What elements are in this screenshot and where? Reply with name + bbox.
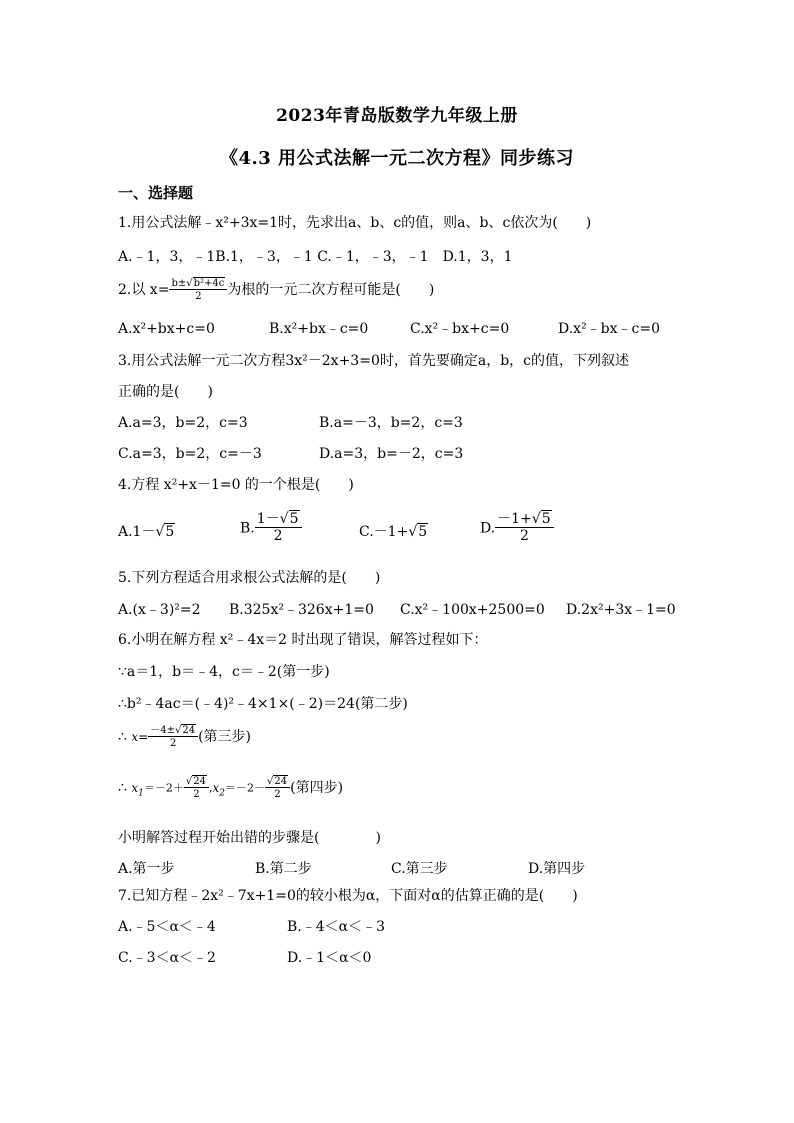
- q6-step4-radicand1: 24: [193, 776, 206, 787]
- question-3-stem-line1: 3.用公式法解一元二次方程3x²－2x+3=0时，首先要确定a，b，c的值，下列叙述: [118, 353, 629, 369]
- q3-option-b: B.a=－3，b=2，c=3: [319, 415, 463, 431]
- comma: ,: [209, 781, 213, 795]
- q6-option-c: C.第三步: [391, 861, 448, 877]
- q4-b-radicand: 5: [289, 511, 299, 527]
- sqrt-symbol: √5: [279, 511, 299, 527]
- q2-option-b: B.x²+bx﹣c=0: [269, 321, 369, 337]
- q5-option-a: A.(x﹣3)²=2: [118, 602, 201, 618]
- q4-b-label: B.: [240, 520, 255, 537]
- q7-option-a: A.﹣5＜α＜﹣4: [118, 919, 216, 935]
- q2-option-c: C.x²﹣bx+c=0: [410, 321, 510, 337]
- q6-step3-var: x: [131, 730, 139, 744]
- q4-d-radicand: 5: [541, 511, 551, 527]
- q2-suffix: 为根的一元二次方程可能是( ): [227, 282, 435, 298]
- sqrt-symbol: √24: [174, 725, 196, 736]
- q3-option-a: A.a=3，b=2，c=3: [118, 415, 248, 431]
- q6-step4-label: (第四步): [290, 780, 344, 796]
- q4-option-c: [359, 525, 428, 539]
- q7-option-b: B.﹣4＜α＜﹣3: [287, 919, 386, 935]
- equals-sign: =: [138, 730, 149, 744]
- question-6-stem: 6.小明在解方程 x²﹣4x＝2 时出现了错误，解答过程如下：: [118, 632, 488, 648]
- q4-d-fraction: [495, 512, 553, 545]
- q2-option-a: A.x²+bx+c=0: [118, 321, 215, 337]
- q6-x1-var: x: [131, 781, 139, 795]
- q2-radicand: b²+4c: [193, 278, 225, 289]
- sqrt-symbol: √24: [185, 776, 206, 787]
- document-subtitle: 《4.3 用公式法解一元二次方程》同步练习: [219, 148, 575, 169]
- q2-den: 2: [195, 291, 202, 302]
- question-5-stem: 5.下列方程适合用求根公式法解的是( ): [118, 570, 381, 586]
- q6-question: 小明解答过程开始出错的步骤是( ): [118, 830, 381, 846]
- q6-x1: [131, 781, 144, 799]
- q4-a-radicand: 5: [165, 524, 175, 540]
- q6-step4-den2: 2: [274, 789, 281, 800]
- question-3-stem-line2: 正确的是( ): [118, 384, 213, 400]
- q4-a-label: A.1－: [118, 524, 156, 540]
- q6-step3-radicand: 24: [182, 725, 196, 736]
- q7-option-c: C.﹣3＜α＜﹣2: [118, 950, 216, 966]
- q4-d-num: －1+: [497, 511, 532, 527]
- question-2-stem: [118, 278, 434, 302]
- therefore-symbol: ∴: [118, 780, 127, 796]
- q4-d-den: 2: [519, 528, 529, 545]
- q2-formula: [169, 278, 227, 302]
- q6-step3-den: 2: [169, 738, 177, 749]
- q4-b-num: 1－: [256, 511, 280, 527]
- q6-step-3: [118, 725, 251, 749]
- q6-step-1: ∵a＝1，b＝﹣4，c＝﹣2(第一步): [118, 664, 330, 680]
- q2-prefix: 2.以 x=: [118, 282, 170, 298]
- sqrt-symbol: √5: [531, 511, 551, 527]
- q6-step4-den1: 2: [193, 789, 200, 800]
- q2-num: b±: [171, 278, 187, 289]
- q5-option-d: D.2x²+3x﹣1=0: [566, 602, 676, 618]
- q4-option-a: [118, 525, 175, 539]
- q6-step-4: [118, 776, 343, 800]
- q4-d-label: D.: [480, 520, 496, 537]
- q4-c-radicand: 5: [418, 524, 428, 540]
- sqrt-symbol: √b²+4c: [186, 278, 225, 289]
- sqrt-symbol: √5: [155, 524, 175, 540]
- section-heading: 一、选择题: [118, 184, 194, 202]
- q6-option-a: A.第一步: [118, 861, 175, 877]
- q3-option-c: C.a=3，b=2，c=－3: [118, 446, 262, 462]
- q6-x2-var: x: [212, 781, 220, 795]
- q6-x2-expr: ＝－2－: [225, 781, 266, 795]
- q4-b-den: 2: [273, 528, 283, 545]
- question-1-options: A.﹣1，3，﹣1B.1，﹣3，﹣1 C.﹣1，﹣3，﹣1 D.1，3，1: [118, 249, 513, 265]
- q4-b-fraction: [255, 512, 302, 545]
- q6-step3-num: －4±: [150, 725, 175, 736]
- q6-step4-fraction1: [184, 776, 209, 800]
- q3-option-d: D.a=3，b=－2，c=3: [319, 446, 464, 462]
- q6-x1-expr: ＝－2＋: [143, 781, 184, 795]
- document-title: 2023年青岛版数学九年级上册: [276, 106, 518, 126]
- q2-option-d: D.x²﹣bx﹣c=0: [558, 321, 661, 337]
- q6-step4-radicand2: 24: [274, 776, 288, 787]
- q6-x2: [212, 781, 226, 799]
- q7-option-d: D.﹣1＜α＜0: [287, 950, 372, 966]
- q6-x2-sub: 2: [219, 788, 226, 799]
- q4-c-label: C.－1+: [359, 524, 409, 540]
- q5-option-b: B.325x²﹣326x+1=0: [229, 602, 374, 618]
- q6-x1-sub: 1: [138, 788, 144, 799]
- q4-option-d: [480, 512, 554, 545]
- q4-option-b: [240, 512, 302, 545]
- q5-option-c: C.x²﹣100x+2500=0: [400, 602, 545, 618]
- q6-step3-fraction: [148, 725, 198, 749]
- q6-option-b: B.第二步: [255, 861, 312, 877]
- question-1-stem: 1.用公式法解﹣x²+3x=1时，先求出a、b、c的值，则a、b、c依次为( ): [118, 215, 592, 231]
- question-7-stem: 7.已知方程﹣2x²﹣7x+1=0的较小根为α，下面对α的估算正确的是( ): [118, 888, 578, 904]
- sqrt-symbol: √5: [408, 524, 428, 540]
- sqrt-symbol: √24: [267, 776, 288, 787]
- q6-option-d: D.第四步: [528, 861, 586, 877]
- therefore-symbol: ∴: [118, 729, 127, 745]
- question-4-stem: 4.方程 x²+x－1=0 的一个根是( ): [118, 477, 354, 493]
- q6-step-2: ∴b²﹣4ac＝(﹣4)²﹣4×1×(﹣2)＝24(第二步): [118, 696, 408, 712]
- q6-step3-label: (第三步): [198, 729, 252, 745]
- q6-step4-fraction2: [265, 776, 290, 800]
